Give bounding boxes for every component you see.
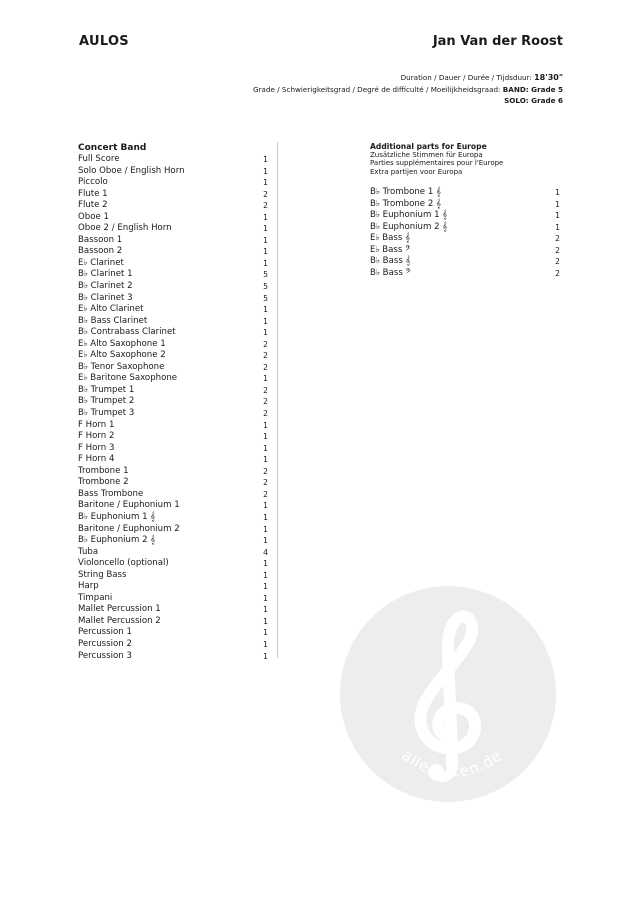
part-count: 1 (263, 247, 268, 257)
part-count: 1 (263, 651, 268, 661)
part-row (78, 350, 268, 362)
part-name: Timpani (78, 592, 113, 603)
grade-line (253, 85, 563, 94)
part-row (78, 166, 268, 178)
part-count: 1 (263, 212, 268, 222)
part-row (78, 500, 268, 512)
europe-part-row (370, 268, 560, 280)
europe-sub-fr: Parties supplémentaires pour l'Europe (370, 159, 504, 168)
europe-part-row (370, 222, 560, 234)
europe-part-row (370, 245, 560, 257)
part-count: 1 (263, 582, 268, 592)
part-name: B♭ Bass Clarinet (78, 315, 148, 326)
part-count: 2 (263, 339, 268, 349)
part-name: B♭ Trumpet 2 (78, 396, 135, 407)
part-count: 2 (263, 409, 268, 419)
part-count: 1 (263, 420, 268, 430)
europe-part-name: E♭ Bass 𝄢 (370, 244, 411, 255)
part-row (78, 489, 268, 501)
part-name: Mallet Percussion 1 (78, 604, 161, 615)
part-row (78, 316, 268, 328)
part-name: B♭ Euphonium 2 𝄞 (78, 535, 156, 546)
europe-sub-nl: Extra partijen voor Europa (370, 167, 463, 176)
europe-part-count: 2 (555, 257, 560, 267)
part-row (78, 466, 268, 478)
part-count: 1 (263, 258, 268, 268)
part-row (78, 212, 268, 224)
part-row (78, 651, 268, 663)
part-row (78, 431, 268, 443)
part-name: Bassoon 1 (78, 234, 123, 245)
europe-heading: Additional parts for Europe (370, 142, 487, 151)
europe-part-count: 1 (555, 199, 560, 209)
europe-part-row (370, 187, 560, 199)
part-name: F Horn 2 (78, 431, 115, 442)
part-count: 1 (263, 374, 268, 384)
part-count: 1 (263, 432, 268, 442)
part-name: Mallet Percussion 2 (78, 615, 161, 626)
part-count: 5 (263, 282, 268, 292)
part-count: 1 (263, 512, 268, 522)
europe-part-count: 2 (555, 269, 560, 278)
part-count: 1 (263, 224, 268, 234)
part-name: Flute 1 (78, 188, 108, 199)
part-count: 1 (263, 316, 268, 326)
part-row (78, 200, 268, 212)
part-row (78, 420, 268, 432)
part-name: String Bass (78, 569, 127, 580)
part-count: 2 (263, 397, 268, 407)
part-name: Tuba (78, 546, 99, 557)
part-row (78, 223, 268, 235)
part-name: B♭ Euphonium 1 𝄞 (78, 511, 156, 522)
part-count: 1 (263, 524, 268, 534)
part-name: Trombone 1 (78, 465, 129, 476)
europe-part-count: 1 (555, 222, 560, 232)
part-name: Oboe 1 (78, 211, 109, 222)
part-row (78, 627, 268, 639)
part-row (78, 477, 268, 489)
part-name: F Horn 1 (78, 419, 115, 430)
part-name: B♭ Clarinet 2 (78, 281, 133, 292)
europe-part-row (370, 256, 560, 268)
part-name: E♭ Alto Clarinet (78, 304, 144, 315)
europe-part-name: E♭ Bass 𝄞 (370, 233, 411, 244)
part-count: 1 (263, 628, 268, 638)
duration-label: Duration / Dauer / Durée / Tijdsduur: (400, 73, 532, 82)
part-row (78, 269, 268, 281)
alle-noten-watermark-logo (340, 586, 556, 802)
part-name: Solo Oboe / English Horn (78, 165, 185, 176)
part-name: B♭ Tenor Saxophone (78, 361, 165, 372)
part-count: 1 (263, 328, 268, 338)
part-row (78, 189, 268, 201)
part-name: Percussion 3 (78, 650, 132, 661)
composer-name: Jan Van der Roost (432, 34, 563, 49)
part-row (78, 524, 268, 536)
part-row (78, 581, 268, 593)
part-name: Percussion 1 (78, 627, 132, 638)
watermark-text: alle-noten.de (398, 746, 506, 781)
part-name: E♭ Alto Saxophone 1 (78, 338, 166, 349)
part-row (78, 443, 268, 455)
part-row (78, 154, 268, 166)
part-count: 1 (263, 235, 268, 245)
part-count: 2 (263, 385, 268, 395)
europe-part-name: B♭ Euphonium 2 𝄞 (370, 221, 448, 232)
europe-sub-de: Zusätzliche Stimmen für Europa (370, 151, 483, 159)
part-name: B♭ Trumpet 3 (78, 408, 135, 419)
part-name: Oboe 2 / English Horn (78, 223, 172, 234)
part-row (78, 327, 268, 339)
europe-part-name: B♭ Trombone 2 𝄞 (370, 198, 442, 209)
europe-part-name: B♭ Bass 𝄞 (370, 256, 411, 267)
part-count: 1 (263, 501, 268, 511)
part-row (78, 558, 268, 570)
part-row (78, 593, 268, 605)
part-row (78, 385, 268, 397)
part-name: Harp (78, 581, 99, 592)
part-count: 1 (263, 559, 268, 569)
europe-parts-list (370, 142, 560, 280)
piece-title: AULOS (79, 34, 129, 49)
part-name: B♭ Clarinet 3 (78, 292, 133, 303)
grade-label: Grade / Schwierigkeitsgrad / Degré de difficulté / Moeilijkheidsgraad: (253, 85, 501, 94)
part-name: Flute 2 (78, 200, 108, 211)
part-count: 1 (263, 593, 268, 603)
europe-part-count: 2 (555, 234, 560, 244)
part-count: 2 (263, 489, 268, 499)
part-count: 1 (263, 443, 268, 453)
part-count: 2 (263, 478, 268, 488)
grade-solo: SOLO: Grade 6 (504, 96, 563, 105)
duration-value: 18'30" (534, 73, 563, 82)
part-count: 1 (263, 570, 268, 580)
part-name: B♭ Clarinet 1 (78, 269, 133, 280)
europe-part-row (370, 199, 560, 211)
grade-band: BAND: Grade 5 (502, 85, 563, 94)
part-count: 2 (263, 362, 268, 372)
part-name: Full Score (78, 154, 120, 164)
part-count: 1 (263, 305, 268, 315)
part-count: 1 (263, 166, 268, 176)
part-count: 1 (263, 536, 268, 546)
part-row (78, 570, 268, 582)
part-row (78, 535, 268, 547)
europe-part-name: B♭ Euphonium 1 𝄞 (370, 210, 448, 221)
part-row (78, 373, 268, 385)
part-name: Bassoon 2 (78, 246, 123, 257)
part-count: 1 (263, 605, 268, 615)
part-name: Piccolo (78, 177, 108, 188)
part-name: Baritone / Euphonium 2 (78, 523, 180, 534)
part-name: F Horn 4 (78, 454, 115, 465)
part-count: 2 (263, 351, 268, 361)
part-row (78, 547, 268, 559)
europe-part-count: 1 (555, 188, 560, 198)
part-count: 5 (263, 293, 268, 303)
column-divider (277, 142, 278, 658)
part-row (78, 258, 268, 270)
part-row (78, 396, 268, 408)
europe-part-row (370, 233, 560, 245)
part-name: E♭ Alto Saxophone 2 (78, 350, 166, 361)
part-row (78, 339, 268, 351)
part-row (78, 639, 268, 651)
part-row (78, 235, 268, 247)
part-name: Trombone 2 (78, 477, 129, 488)
part-row (78, 604, 268, 616)
part-count: 5 (263, 270, 268, 280)
duration-line (401, 73, 563, 82)
part-row (78, 304, 268, 316)
europe-part-count: 2 (555, 245, 560, 255)
europe-part-row (370, 210, 560, 222)
part-name: Violoncello (optional) (78, 558, 169, 569)
part-count: 2 (263, 189, 268, 199)
part-count: 1 (263, 616, 268, 626)
part-name: Bass Trombone (78, 488, 144, 499)
concert-band-list (78, 142, 268, 662)
part-row (78, 454, 268, 466)
part-row (78, 246, 268, 258)
part-count: 2 (263, 466, 268, 476)
part-row (78, 293, 268, 305)
europe-part-name: B♭ Bass 𝄢 (370, 268, 412, 278)
part-count: 2 (263, 201, 268, 211)
europe-parts (370, 187, 560, 279)
part-row (78, 512, 268, 524)
concert-band-heading: Concert Band (78, 143, 147, 153)
europe-part-count: 1 (555, 211, 560, 221)
part-count: 1 (263, 155, 268, 164)
concert-band-parts (78, 154, 268, 662)
part-count: 1 (263, 639, 268, 649)
part-name: Percussion 2 (78, 638, 132, 649)
part-count: 1 (263, 455, 268, 465)
part-count: 4 (263, 547, 268, 557)
part-row (78, 362, 268, 374)
part-row (78, 408, 268, 420)
part-row (78, 616, 268, 628)
part-name: Baritone / Euphonium 1 (78, 500, 180, 511)
part-row (78, 281, 268, 293)
part-row (78, 177, 268, 189)
part-name: E♭ Baritone Saxophone (78, 373, 178, 384)
part-name: E♭ Clarinet (78, 257, 124, 268)
part-name: F Horn 3 (78, 442, 115, 453)
part-count: 1 (263, 178, 268, 188)
part-name: B♭ Trumpet 1 (78, 384, 135, 395)
part-name: B♭ Contrabass Clarinet (78, 327, 176, 338)
europe-part-name: B♭ Trombone 1 𝄞 (370, 187, 442, 198)
